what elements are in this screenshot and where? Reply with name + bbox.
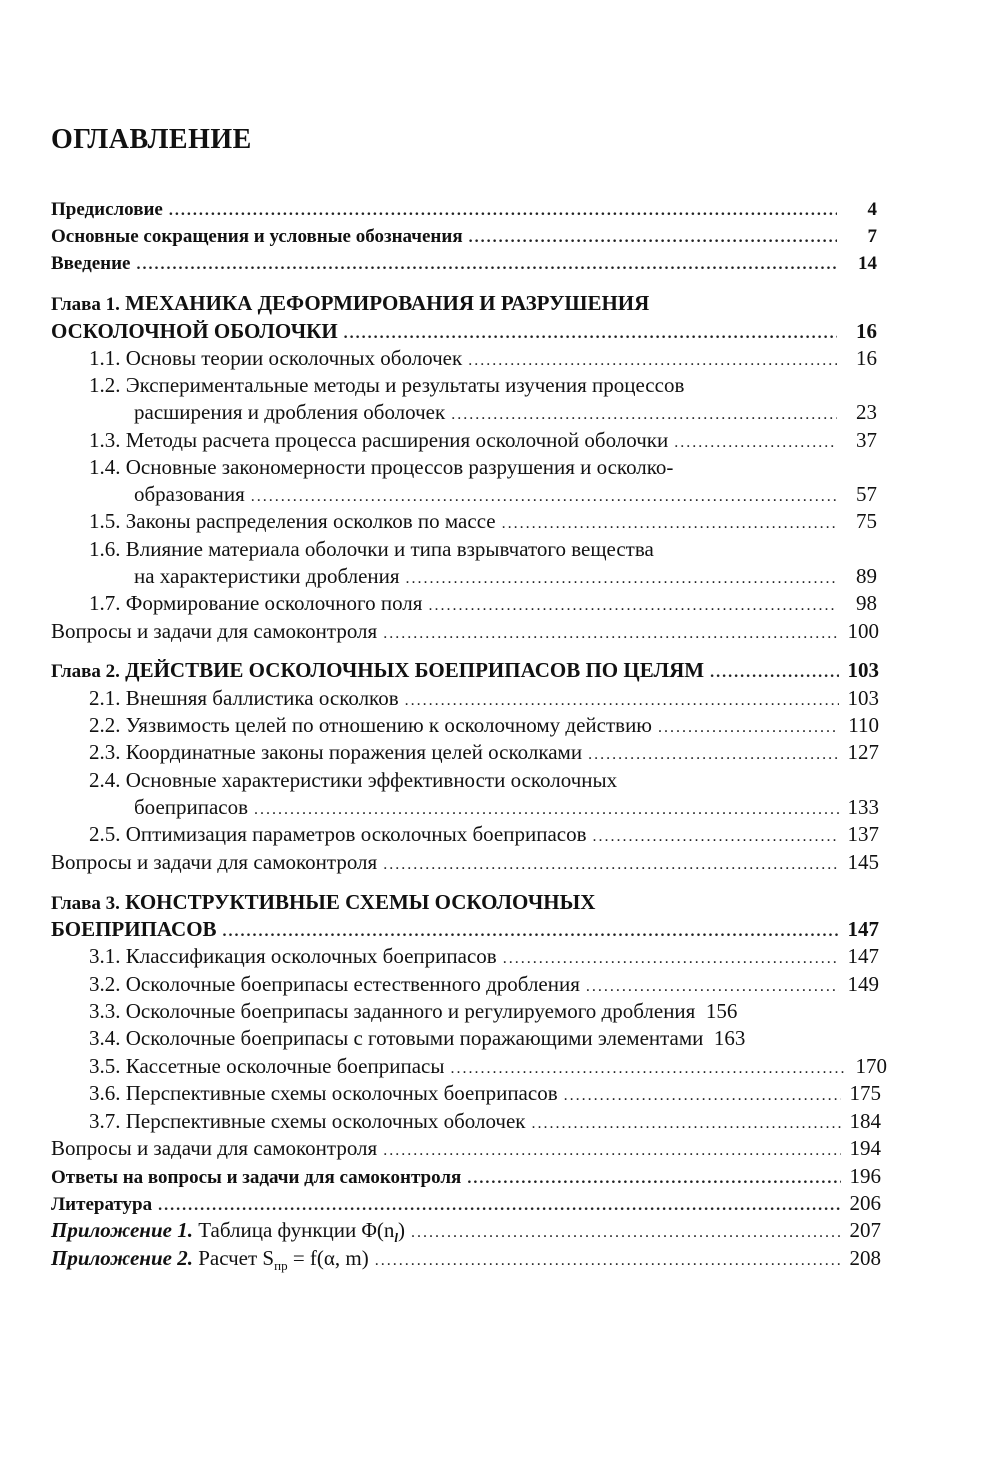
subscript: пр bbox=[274, 1258, 288, 1274]
entry-page: 208 bbox=[849, 1246, 881, 1270]
chapter-title-line-1: МЕХАНИКА ДЕФОРМИРОВАНИЯ И РАЗРУШЕНИЯ bbox=[125, 291, 650, 315]
entry-page: 7 bbox=[867, 226, 877, 247]
leader-dots bbox=[383, 621, 839, 647]
leader-dots bbox=[503, 946, 839, 972]
appendix-text: Таблица функции Φ(n bbox=[198, 1218, 395, 1242]
entry-label: 3.5. Кассетные осколочные боеприпасы bbox=[89, 1054, 445, 1078]
toc-entry-1-7[interactable] bbox=[89, 590, 877, 619]
toc-entry-preface[interactable] bbox=[51, 197, 877, 224]
toc-entry-2-3[interactable] bbox=[89, 739, 879, 768]
entry-label: 2.5. Оптимизация параметров осколочных боеприпасов bbox=[89, 822, 587, 846]
entry-label: Литература bbox=[51, 1194, 153, 1215]
entry-page: 89 bbox=[856, 564, 877, 588]
toc-entry-chapter-1[interactable] bbox=[51, 318, 877, 347]
toc-entry-1-2-line-1[interactable]: 1.2. Экспериментальные методы и результаты изучения процессов bbox=[89, 373, 685, 397]
toc-entry-abbreviations[interactable] bbox=[51, 224, 877, 251]
toc-entry-3-1[interactable] bbox=[89, 943, 879, 972]
chapter-prefix: Глава 3. bbox=[51, 893, 120, 914]
toc-entry-1-6-line-1[interactable]: 1.6. Влияние материала оболочки и типа взрывчатого вещества bbox=[89, 537, 654, 561]
toc-entry-1-1[interactable] bbox=[89, 345, 877, 374]
toc-entry-2-1[interactable] bbox=[89, 685, 879, 714]
toc-entry-2-2[interactable] bbox=[89, 712, 879, 741]
leader-dots bbox=[158, 1193, 841, 1219]
entry-label: Предисловие bbox=[51, 199, 163, 220]
chapter-3-heading[interactable] bbox=[51, 889, 595, 917]
toc-entry-literature[interactable] bbox=[51, 1190, 881, 1219]
leader-dots bbox=[251, 484, 837, 510]
toc-entry-1-2[interactable] bbox=[134, 399, 877, 428]
toc-entry-3-3[interactable] bbox=[89, 998, 883, 1024]
entry-page: 163 bbox=[713, 1026, 746, 1050]
entry-page: 133 bbox=[847, 795, 879, 819]
entry-page: 156 bbox=[705, 999, 738, 1023]
entry-label: 2.1. Внешняя баллистика осколков bbox=[89, 686, 399, 710]
entry-page: 4 bbox=[867, 199, 877, 220]
chapter-prefix: Глава 2. bbox=[51, 661, 120, 682]
entry-page: 170 bbox=[855, 1054, 887, 1078]
leader-dots bbox=[383, 852, 839, 878]
chapter-title: ДЕЙСТВИЕ ОСКОЛОЧНЫХ БОЕПРИПАСОВ ПО ЦЕЛЯМ bbox=[125, 658, 705, 682]
toc-entry-3-6[interactable] bbox=[89, 1080, 881, 1109]
entry-label bbox=[51, 1245, 369, 1279]
leader-dots bbox=[375, 1248, 841, 1274]
toc-entry-1-4[interactable] bbox=[134, 481, 877, 510]
toc-entry-answers[interactable] bbox=[51, 1163, 881, 1192]
entry-label: 3.7. Перспективные схемы осколочных оболочек bbox=[89, 1109, 526, 1133]
page-title: ОГЛАВЛЕНИЕ bbox=[51, 124, 252, 155]
entry-page: 57 bbox=[856, 482, 877, 506]
leader-dots bbox=[223, 919, 839, 945]
leader-dots bbox=[411, 1220, 841, 1246]
entry-page: 206 bbox=[849, 1191, 881, 1215]
entry-label: 3.1. Классификация осколочных боеприпасов bbox=[89, 944, 497, 968]
chapter-title-line-1: КОНСТРУКТИВНЫЕ СХЕМЫ ОСКОЛОЧНЫХ bbox=[125, 890, 596, 914]
chapter-title-line-2: БОЕПРИПАСОВ bbox=[51, 917, 217, 941]
entry-label: на характеристики дробления bbox=[134, 564, 400, 588]
entry-page: 149 bbox=[847, 972, 879, 996]
entry-label: Вопросы и задачи для самоконтроля bbox=[51, 619, 378, 643]
entry-page: 207 bbox=[849, 1218, 881, 1242]
appendix-prefix: Приложение 1. bbox=[51, 1218, 193, 1242]
entry-label: Основные сокращения и условные обозначения bbox=[51, 226, 463, 247]
entry-page: 100 bbox=[847, 619, 879, 643]
entry-page: 147 bbox=[847, 944, 879, 968]
leader-dots bbox=[405, 688, 839, 714]
entry-label: боеприпасов bbox=[134, 795, 249, 819]
toc-entry-2-5[interactable] bbox=[89, 821, 879, 850]
toc-entry-introduction[interactable] bbox=[51, 251, 877, 278]
leader-dots bbox=[658, 715, 839, 741]
entry-page: 194 bbox=[849, 1136, 881, 1160]
entry-label: 1.7. Формирование осколочного поля bbox=[89, 591, 423, 615]
toc-entry-ch3-questions[interactable] bbox=[51, 1135, 881, 1164]
toc-entry-3-4[interactable] bbox=[89, 1025, 885, 1051]
toc-entry-1-6[interactable] bbox=[134, 563, 877, 592]
leader-dots bbox=[383, 1138, 841, 1164]
entry-page: 127 bbox=[847, 740, 879, 764]
entry-page: 103 bbox=[847, 686, 879, 710]
entry-label: Вопросы и задачи для самоконтроля bbox=[51, 850, 378, 874]
leader-dots bbox=[450, 1056, 847, 1082]
entry-page: 196 bbox=[849, 1164, 881, 1188]
entry-label: 3.3. Осколочные боеприпасы заданного и регулируемого дробления bbox=[89, 999, 696, 1023]
leader-dots bbox=[502, 511, 837, 537]
leader-dots bbox=[469, 225, 837, 251]
entry-page: 175 bbox=[849, 1081, 881, 1105]
entry-page: 98 bbox=[856, 591, 877, 615]
entry-page: 147 bbox=[847, 917, 879, 941]
entry-page: 37 bbox=[856, 428, 877, 452]
toc-entry-1-5[interactable] bbox=[89, 508, 877, 537]
entry-label: 3.2. Осколочные боеприпасы естественного дробления bbox=[89, 972, 580, 996]
entry-label: 3.6. Перспективные схемы осколочных боеприпасов bbox=[89, 1081, 558, 1105]
entry-label: 2.3. Координатные законы поражения целей осколками bbox=[89, 740, 583, 764]
leader-dots bbox=[467, 1166, 841, 1192]
toc-entry-3-5[interactable] bbox=[89, 1053, 887, 1082]
entry-label: расширения и дробления оболочек bbox=[134, 400, 446, 424]
toc-entry-chapter-3[interactable] bbox=[51, 916, 879, 945]
entry-page: 23 bbox=[856, 400, 877, 424]
leader-dots bbox=[586, 974, 839, 1000]
subscript: l bbox=[394, 1230, 398, 1246]
appendix-close: ) bbox=[398, 1218, 405, 1242]
chapter-prefix: Глава 1. bbox=[51, 294, 120, 315]
entry-label: 3.4. Осколочные боеприпасы с готовыми поражающими элементами bbox=[89, 1026, 704, 1050]
toc-entry-2-4-line-1[interactable]: 2.4. Основные характеристики эффективности осколочных bbox=[89, 768, 618, 792]
leader-dots bbox=[532, 1111, 841, 1137]
toc-entry-ch2-questions[interactable] bbox=[51, 849, 879, 878]
entry-page: 75 bbox=[856, 509, 877, 533]
leader-dots bbox=[344, 321, 837, 347]
entry-page: 110 bbox=[848, 713, 879, 737]
toc-entry-1-3[interactable] bbox=[89, 427, 877, 456]
toc-entry-3-2[interactable] bbox=[89, 971, 879, 1000]
entry-page: 137 bbox=[847, 822, 879, 846]
leader-dots bbox=[254, 797, 839, 823]
entry-label: Ответы на вопросы и задачи для самоконтроля bbox=[51, 1167, 462, 1188]
toc-entry-ch1-questions[interactable] bbox=[51, 618, 879, 647]
leader-dots bbox=[674, 430, 837, 456]
entry-page: 184 bbox=[849, 1109, 881, 1133]
entry-page: 14 bbox=[858, 253, 877, 274]
toc-entry-3-7[interactable] bbox=[89, 1108, 881, 1137]
entry-label: 1.3. Методы расчета процесса расширения осколочной оболочки bbox=[89, 428, 669, 452]
entry-label: 2.2. Уязвимость целей по отношению к осколочному действию bbox=[89, 713, 652, 737]
entry-page: 16 bbox=[856, 346, 877, 370]
leader-dots bbox=[588, 742, 839, 768]
appendix-prefix: Приложение 2. bbox=[51, 1246, 193, 1270]
toc-entry-2-4[interactable] bbox=[134, 794, 879, 823]
chapter-title-line-2: ОСКОЛОЧНОЙ ОБОЛОЧКИ bbox=[51, 319, 338, 343]
toc-entry-1-4-line-1[interactable]: 1.4. Основные закономерности процессов разрушения и осколко- bbox=[89, 455, 674, 479]
entry-page: 103 bbox=[847, 658, 879, 682]
leader-dots bbox=[710, 660, 839, 686]
entry-label: 1.5. Законы распределения осколков по массе bbox=[89, 509, 496, 533]
leader-dots bbox=[428, 593, 837, 619]
leader-dots bbox=[451, 402, 837, 428]
leader-dots bbox=[593, 824, 839, 850]
entry-label: Вопросы и задачи для самоконтроля bbox=[51, 1136, 378, 1160]
chapter-1-heading[interactable] bbox=[51, 290, 649, 318]
entry-label: образования bbox=[134, 482, 245, 506]
appendix-text: Расчет S bbox=[198, 1246, 275, 1270]
leader-dots bbox=[406, 566, 837, 592]
appendix-formula: = f(α, m) bbox=[287, 1246, 369, 1270]
leader-dots bbox=[137, 252, 838, 278]
toc-entry-appendix-2[interactable] bbox=[51, 1245, 881, 1279]
leader-dots bbox=[564, 1083, 841, 1109]
entry-page: 16 bbox=[856, 319, 877, 343]
toc-entry-chapter-2[interactable] bbox=[51, 657, 879, 686]
entry-page: 145 bbox=[847, 850, 879, 874]
chapter-heading bbox=[51, 657, 704, 685]
leader-dots bbox=[169, 198, 837, 224]
leader-dots bbox=[468, 348, 837, 374]
entry-label: Введение bbox=[51, 253, 131, 274]
entry-label: 1.1. Основы теории осколочных оболочек bbox=[89, 346, 463, 370]
